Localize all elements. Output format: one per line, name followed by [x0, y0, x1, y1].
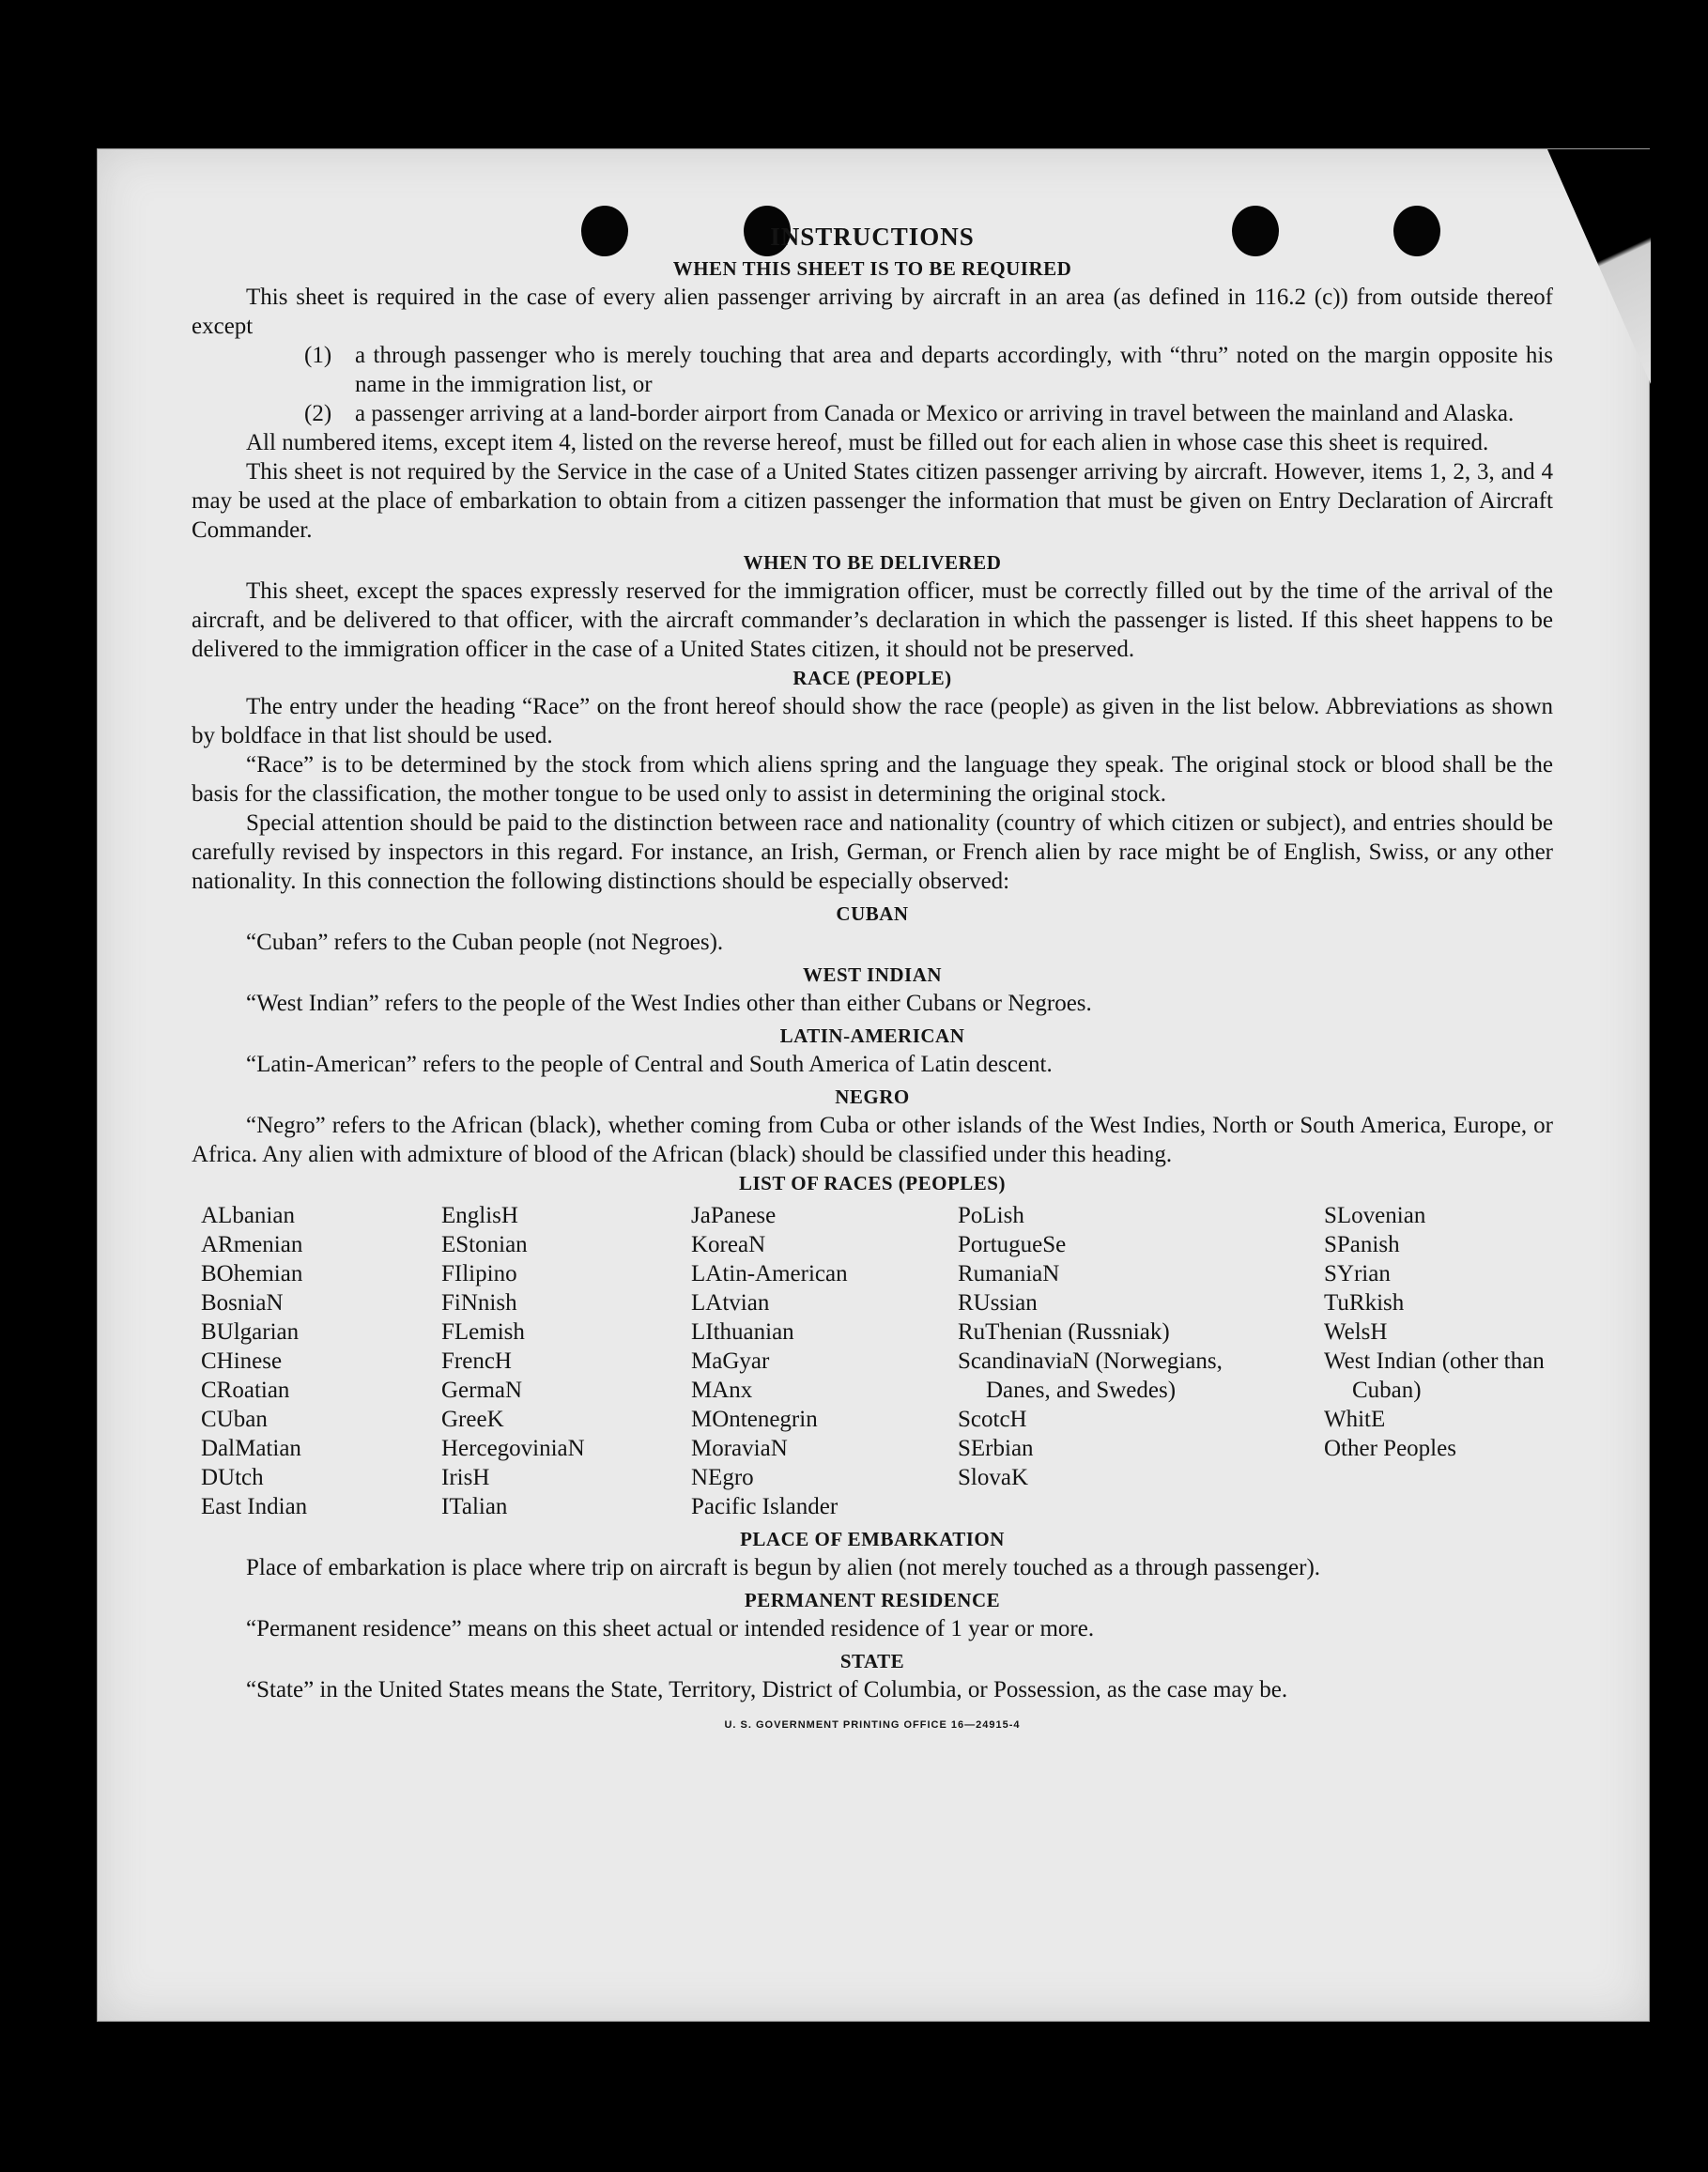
paragraph: “Race” is to be determined by the stock from which aliens spring and the language they speak. The original stock or blood shall be the basis for the classification, the mother tongue to be used only to assist in determining the original stock.	[192, 752, 1553, 807]
race-item: SYrian	[1324, 1261, 1391, 1286]
race-item: NEgro	[691, 1465, 754, 1490]
instructions-content	[192, 219, 1553, 1731]
race-item: JaPanese	[691, 1203, 777, 1228]
race-item: FLemish	[441, 1319, 525, 1345]
section-heading: PLACE OF EMBARKATION	[740, 1528, 1005, 1550]
section-heading: LIST OF RACES (PEOPLES)	[739, 1172, 1006, 1194]
definition: “West Indian” refers to the people of the West Indies other than either Cubans or Negroes.	[246, 991, 1092, 1016]
race-column	[201, 1201, 441, 1521]
exception-item	[192, 399, 1553, 428]
race-item: ALbanian	[201, 1203, 295, 1228]
race-item: PoLish	[958, 1203, 1024, 1228]
race-item: DUtch	[201, 1465, 264, 1490]
paragraph: This sheet is required in the case of every alien passenger arriving by aircraft in an area (as defined in 116.2 (c)) from outside thereof except	[192, 285, 1553, 339]
section-heading: PERMANENT RESIDENCE	[744, 1589, 1001, 1611]
race-item: FrencH	[441, 1348, 512, 1374]
race-item: IrisH	[441, 1465, 490, 1490]
race-item: GermaN	[441, 1378, 523, 1403]
race-column	[958, 1201, 1324, 1521]
race-item: CRoatian	[201, 1378, 290, 1403]
race-item: SLovenian	[1324, 1203, 1426, 1228]
race-item: SErbian	[958, 1436, 1034, 1461]
race-item: CUban	[201, 1407, 268, 1432]
paragraph: Place of embarkation is place where trip on aircraft is begun by alien (not merely touched as a through passenger).	[246, 1555, 1321, 1580]
section-heading: WHEN TO BE DELIVERED	[743, 551, 1002, 574]
race-item: ITalian	[441, 1494, 508, 1519]
race-column	[1324, 1201, 1577, 1521]
race-item: SPanish	[1324, 1232, 1400, 1257]
race-column	[441, 1201, 691, 1521]
section-heading: WEST INDIAN	[802, 963, 943, 986]
exception-number: (2)	[304, 401, 332, 426]
exception-text: a through passenger who is merely touching that area and departs accordingly, with “thru” noted on the margin opposite his name in the immigration list, or	[355, 343, 1553, 397]
race-item: WelsH	[1324, 1319, 1388, 1345]
race-item: GreeK	[441, 1407, 504, 1432]
race-item: ARmenian	[201, 1232, 303, 1257]
section-heading: NEGRO	[835, 1086, 910, 1108]
definition: “Cuban” refers to the Cuban people (not Negroes).	[246, 930, 724, 955]
document-sheet	[97, 148, 1650, 2022]
printer-imprint: U. S. GOVERNMENT PRINTING OFFICE 16—24915-4	[724, 1719, 1021, 1731]
exception-number: (1)	[304, 343, 332, 368]
paragraph: All numbered items, except item 4, listed on the reverse hereof, must be filled out for each alien in whose case this sheet is required.	[246, 430, 1489, 455]
definition: “Permanent residence” means on this sheet actual or intended residence of 1 year or more.	[246, 1616, 1095, 1641]
race-item: LAtvian	[691, 1290, 770, 1316]
race-item: LAtin-American	[691, 1261, 848, 1286]
race-item: BosniaN	[201, 1290, 284, 1316]
race-item: PortugueSe	[958, 1232, 1067, 1257]
race-item: MoraviaN	[691, 1436, 788, 1461]
race-item: MaGyar	[691, 1348, 770, 1374]
folded-corner	[1547, 149, 1651, 384]
race-item: BUlgarian	[201, 1319, 300, 1345]
race-item: TuRkish	[1324, 1290, 1405, 1316]
race-item: DalMatian	[201, 1436, 301, 1461]
race-item: RuThenian (Russniak)	[958, 1319, 1170, 1345]
race-item: MOntenegrin	[691, 1407, 818, 1432]
race-item: ScandinaviaN (Norwegians, Danes, and Swedes)	[958, 1348, 1223, 1403]
paragraph: This sheet, except the spaces expressly reserved for the immigration officer, must be correctly filled out by the time of the arrival of the aircraft, and be delivered to that officer, with the aircraft commander’s declaration in which the passenger is listed. If this sheet happens to be delivered to the immigration officer in the case of a United States citizen, it should not be preserved.	[192, 578, 1553, 662]
race-item: CHinese	[201, 1348, 283, 1374]
paragraph: Special attention should be paid to the distinction between race and nationality (country of which citizen or subject), and entries should be carefully revised by inspectors in this regard. For instance, an Irish, German, or French alien by race might be of English, Swiss, or any other nationality. In this connection the following distinctions should be especially observed:	[192, 810, 1553, 894]
race-item: EStonian	[441, 1232, 528, 1257]
race-item: MAnx	[691, 1378, 753, 1403]
paragraph: “Negro” refers to the African (black), whether coming from Cuba or other islands of the West Indies, North or South America, Europe, or Africa. Any alien with admixture of blood of the African (black) should be classified under this heading.	[192, 1113, 1553, 1167]
race-item: BOhemian	[201, 1261, 303, 1286]
section-heading: LATIN-AMERICAN	[779, 1024, 965, 1047]
race-item: ScotcH	[958, 1407, 1027, 1432]
race-item: HercegoviniaN	[441, 1436, 585, 1461]
race-item: West Indian (other than Cuban)	[1324, 1348, 1545, 1403]
section-heading: WHEN THIS SHEET IS TO BE REQUIRED	[672, 257, 1072, 280]
race-item: WhitE	[1324, 1407, 1386, 1432]
exception-text: a passenger arriving at a land-border airport from Canada or Mexico or arriving in travel between the mainland and Alaska.	[355, 401, 1515, 426]
race-item: RUssian	[958, 1290, 1038, 1316]
race-item: KoreaN	[691, 1232, 766, 1257]
race-item: LIthuanian	[691, 1319, 794, 1345]
race-item: FIlipino	[441, 1261, 517, 1286]
exception-item	[192, 341, 1553, 399]
paragraph: “State” in the United States means the State, Territory, District of Columbia, or Possession, as the case may be.	[246, 1677, 1288, 1702]
race-list	[192, 1201, 1553, 1521]
race-item: East Indian	[201, 1494, 308, 1519]
race-item: RumaniaN	[958, 1261, 1060, 1286]
paragraph: This sheet is not required by the Service in the case of a United States citizen passenger arriving by aircraft. However, items 1, 2, 3, and 4 may be used at the place of embarkation to obtain from a citizen passenger the information that must be given on Entry Declaration of Aircraft Commander.	[192, 459, 1553, 543]
race-item: FiNnish	[441, 1290, 517, 1316]
race-item: SlovaK	[958, 1465, 1028, 1490]
race-column	[691, 1201, 958, 1521]
page-title: INSTRUCTIONS	[770, 223, 975, 251]
section-heading: RACE (PEOPLE)	[792, 667, 952, 689]
race-item: EnglisH	[441, 1203, 518, 1228]
race-item: Other Peoples	[1324, 1436, 1456, 1461]
section-heading: STATE	[839, 1650, 905, 1672]
race-item: Pacific Islander	[691, 1494, 839, 1519]
paragraph: The entry under the heading “Race” on the front hereof should show the race (people) as given in the list below. Abbreviations as shown by boldface in that list should be used.	[192, 694, 1553, 748]
definition: “Latin-American” refers to the people of Central and South America of Latin descent.	[246, 1052, 1053, 1077]
section-heading: CUBAN	[836, 902, 909, 925]
